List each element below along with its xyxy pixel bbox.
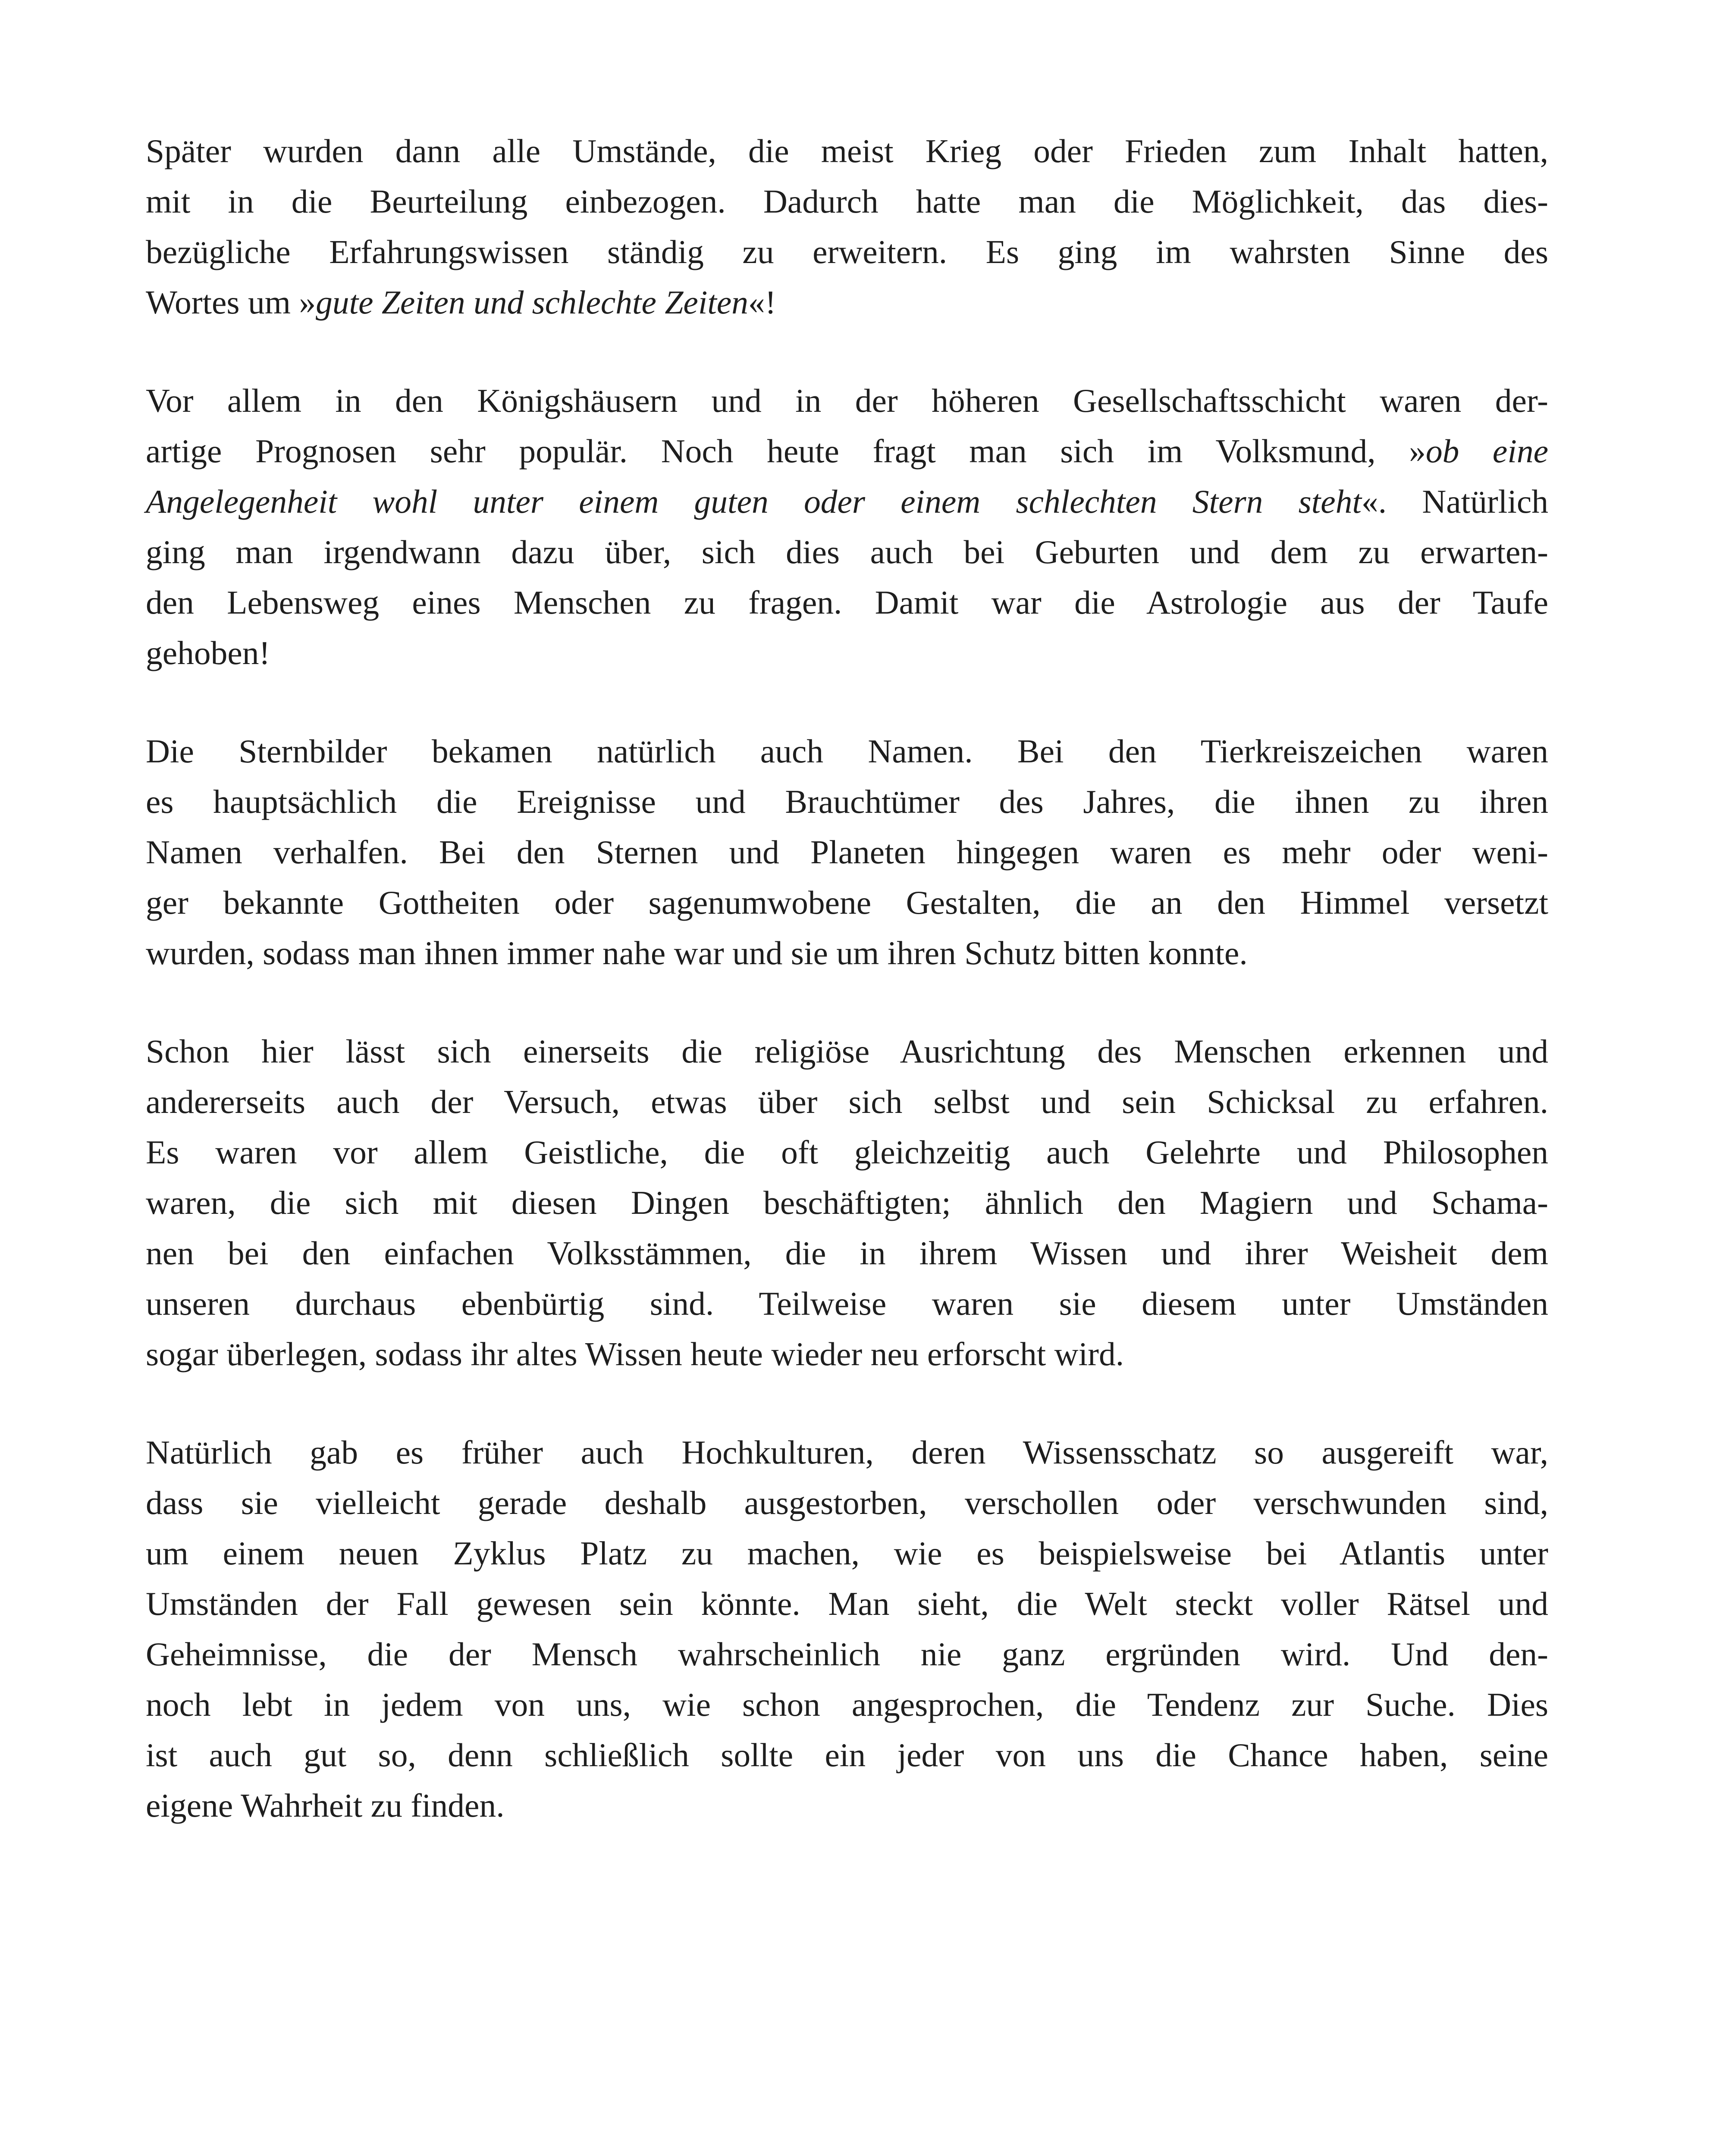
text-line xyxy=(146,1780,1548,1831)
text-segment: Namen verhalfen. Bei den Sternen und Planeten hingegen waren es mehr oder weni- xyxy=(146,834,1548,871)
paragraph xyxy=(146,376,1548,678)
text-segment: nen bei den einfachen Volksstämmen, die in ihrem Wissen und ihrer Weisheit dem xyxy=(146,1235,1548,1272)
text-segment: sogar überlegen, sodass ihr altes Wissen heute wieder neu erforscht wird. xyxy=(146,1335,1124,1373)
text-line xyxy=(146,1279,1548,1329)
text-segment: Vor allem in den Königshäusern und in der höheren Gesellschaftsschicht waren der- xyxy=(146,382,1548,419)
paragraph xyxy=(146,726,1548,978)
text-segment: gehoben! xyxy=(146,634,270,671)
text-line xyxy=(146,376,1548,426)
text-line xyxy=(146,628,1548,678)
text-line xyxy=(146,1680,1548,1730)
text-segment: bezügliche Erfahrungswissen ständig zu erweitern. Es ging im wahrsten Sinne des xyxy=(146,233,1548,270)
text-segment: Die Sternbilder bekamen natürlich auch Namen. Bei den Tierkreiszeichen waren xyxy=(146,733,1548,770)
text-segment: andererseits auch der Versuch, etwas über sich selbst und sein Schicksal zu erfahren. xyxy=(146,1083,1548,1120)
italic-phrase: ob eine xyxy=(1425,432,1548,470)
text-line xyxy=(146,877,1548,928)
text-line xyxy=(146,1427,1548,1478)
text-segment: ger bekannte Gottheiten oder sagenumwobene Gestalten, die an den Himmel versetzt xyxy=(146,884,1548,921)
text-line xyxy=(146,1026,1548,1077)
text-segment: «! xyxy=(748,284,776,321)
italic-phrase: gute Zeiten und schlechte Zeiten xyxy=(316,284,749,321)
text-segment: noch lebt in jedem von uns, wie schon angesprochen, die Tendenz zur Suche. Dies xyxy=(146,1686,1548,1723)
text-segment: «. Natürlich xyxy=(1361,483,1549,520)
text-segment: ist auch gut so, denn schließlich sollte ein jeder von uns die Chance haben, seine xyxy=(146,1736,1548,1774)
text-line xyxy=(146,527,1548,577)
text-segment: eigene Wahrheit zu finden. xyxy=(146,1787,505,1824)
text-line xyxy=(146,426,1548,476)
text-segment: Geheimnisse, die der Mensch wahrscheinlich nie ganz ergründen wird. Und den- xyxy=(146,1636,1548,1673)
paragraph xyxy=(146,126,1548,328)
text-line xyxy=(146,126,1548,176)
text-segment: waren, die sich mit diesen Dingen beschäftigten; ähnlich den Magiern und Schama- xyxy=(146,1184,1548,1221)
paragraph xyxy=(146,1026,1548,1379)
text-segment: Später wurden dann alle Umstände, die meist Krieg oder Frieden zum Inhalt hatten, xyxy=(146,132,1548,169)
text-line xyxy=(146,827,1548,877)
text-line xyxy=(146,577,1548,628)
text-segment: um einem neuen Zyklus Platz zu machen, wie es beispielsweise bei Atlantis unter xyxy=(146,1535,1548,1572)
text-segment: ging man irgendwann dazu über, sich dies auch bei Geburten und dem zu erwarten- xyxy=(146,533,1548,570)
text-segment: Natürlich gab es früher auch Hochkulturen, deren Wissensschatz so ausgereift war, xyxy=(146,1434,1548,1471)
text-segment: Wortes um » xyxy=(146,284,316,321)
text-segment: dass sie vielleicht gerade deshalb ausgestorben, verschollen oder verschwunden sind, xyxy=(146,1484,1548,1521)
text-line xyxy=(146,928,1548,978)
text-line xyxy=(146,1228,1548,1279)
italic-phrase: Angelegenheit wohl unter einem guten oder einem schlechten Stern steht xyxy=(146,483,1362,520)
text-line xyxy=(146,176,1548,227)
text-line xyxy=(146,1077,1548,1127)
text-line xyxy=(146,1127,1548,1178)
text-line xyxy=(146,476,1548,527)
text-line xyxy=(146,1178,1548,1228)
text-segment: mit in die Beurteilung einbezogen. Dadurch hatte man die Möglichkeit, das dies- xyxy=(146,183,1548,220)
text-segment: artige Prognosen sehr populär. Noch heute fragt man sich im Volksmund, » xyxy=(146,432,1426,470)
text-segment: den Lebensweg eines Menschen zu fragen. Damit war die Astrologie aus der Taufe xyxy=(146,584,1548,621)
text-line xyxy=(146,726,1548,777)
text-segment: wurden, sodass man ihnen immer nahe war und sie um ihren Schutz bitten konnte. xyxy=(146,934,1248,971)
text-line xyxy=(146,1329,1548,1379)
body-text xyxy=(146,126,1548,1879)
text-line xyxy=(146,1629,1548,1680)
text-line xyxy=(146,277,1548,328)
text-segment: Schon hier lässt sich einerseits die religiöse Ausrichtung des Menschen erkennen und xyxy=(146,1033,1548,1070)
text-line xyxy=(146,227,1548,277)
text-segment: unseren durchaus ebenbürtig sind. Teilweise waren sie diesem unter Umständen xyxy=(146,1285,1548,1322)
text-line xyxy=(146,1478,1548,1528)
text-segment: es hauptsächlich die Ereignisse und Brauchtümer des Jahres, die ihnen zu ihren xyxy=(146,783,1548,820)
text-line xyxy=(146,1579,1548,1629)
text-line xyxy=(146,777,1548,827)
paragraph xyxy=(146,1427,1548,1831)
text-segment: Es waren vor allem Geistliche, die oft gleichzeitig auch Gelehrte und Philosophen xyxy=(146,1134,1548,1171)
text-line xyxy=(146,1528,1548,1579)
text-segment: Umständen der Fall gewesen sein könnte. Man sieht, die Welt steckt voller Rätsel und xyxy=(146,1585,1548,1622)
text-line xyxy=(146,1730,1548,1780)
